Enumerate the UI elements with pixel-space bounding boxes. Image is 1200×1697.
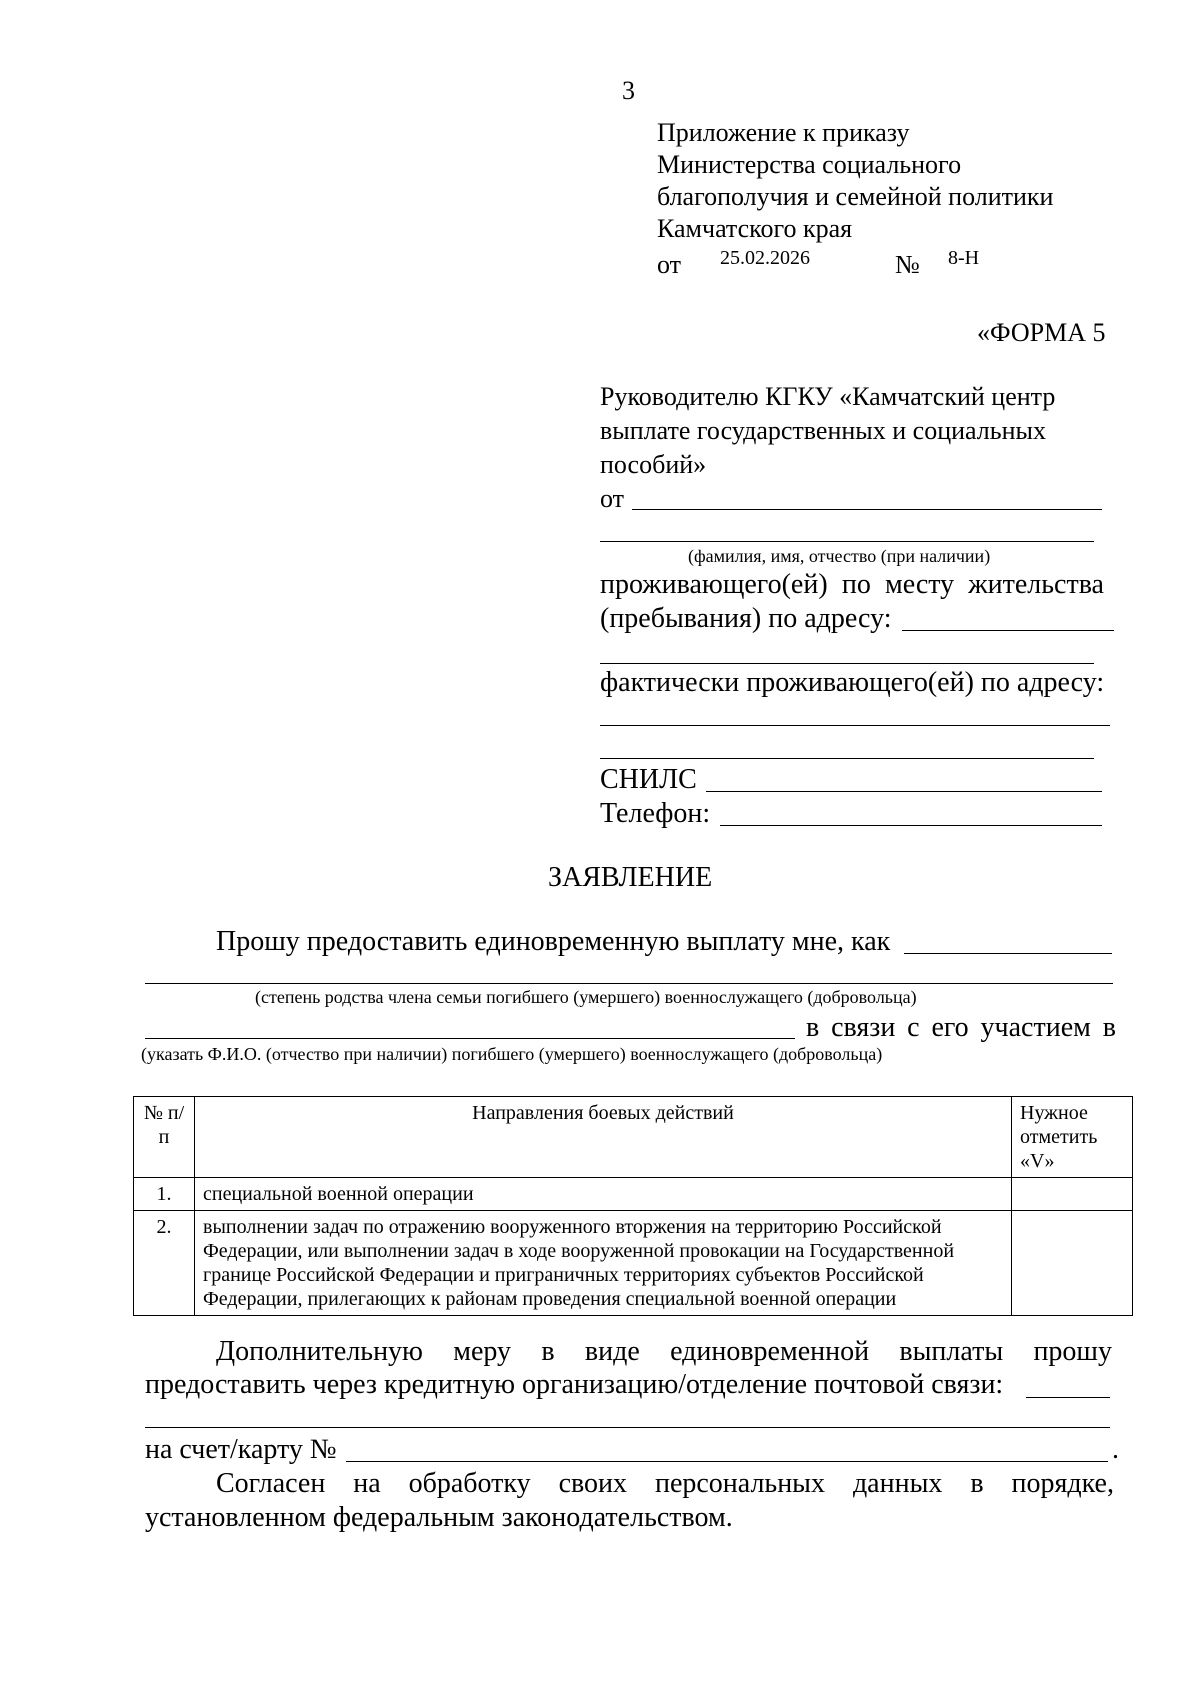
payment-line (216, 1338, 1112, 1366)
relation-field[interactable] (904, 953, 1112, 954)
account-end: . (1112, 1434, 1119, 1465)
snils-field[interactable] (706, 791, 1102, 792)
actual-address-field[interactable] (600, 725, 1110, 726)
relation-field-2[interactable] (145, 983, 1113, 984)
from-name-field[interactable] (632, 509, 1102, 510)
word: единовременной (670, 1336, 870, 1367)
number-sign: № (895, 250, 920, 279)
deceased-name-field[interactable] (145, 1038, 795, 1039)
addressee-line: Руководителю КГКУ «Камчатский центр (600, 382, 1056, 411)
actual-address-label: фактически проживающего(ей) по адресу: (600, 667, 1105, 698)
table-row (134, 1178, 1133, 1211)
payment-channel-field-2[interactable] (145, 1427, 1110, 1428)
word: своих (558, 1468, 628, 1499)
consent-line (216, 1470, 1114, 1498)
word: прошу (1033, 1336, 1112, 1367)
row-direction: выполнении задач по отражению вооруженного вторжения на территорию Российской Федерации, или выполнении задач в ходе вооруженной провокации на Государственной границе Российской Федерации и приграничных территориях субъектов Российской Федерации, прилегающих к районам проведения специальной военной операции (195, 1211, 1012, 1316)
directions-table (133, 1096, 1133, 1316)
word: Дополнительную (216, 1336, 423, 1367)
appendix-line: Приложение к приказу (657, 118, 910, 147)
relation-caption: (степень родства члена семьи погибшего (умершего) военнослужащего (добровольца) (255, 987, 917, 1007)
word: персональных (654, 1468, 825, 1499)
phone-label: Телефон: (600, 798, 711, 829)
document-title: ЗАЯВЛЕНИЕ (548, 862, 713, 893)
deceased-name-caption: (указать Ф.И.О. (отчество при наличии) погибшего (умершего) военнослужащего (добровольца) (141, 1044, 883, 1064)
consent-line-2: установленном федеральным законодательством. (145, 1502, 733, 1533)
order-number: 8-Н (948, 247, 980, 269)
appendix-line: Министерства социального (657, 150, 962, 179)
word: в (1102, 1012, 1116, 1043)
row-num: 2. (134, 1211, 195, 1316)
word: обработку (408, 1468, 531, 1499)
word: выплаты (899, 1336, 1004, 1367)
payment-channel-field[interactable] (1026, 1397, 1110, 1398)
request-text: Прошу предоставить единовременную выплату мне, как (216, 926, 891, 957)
snils-label: СНИЛС (600, 764, 697, 795)
word: виде (584, 1336, 640, 1367)
actual-address-field-2[interactable] (600, 758, 1094, 759)
word: связи (831, 1012, 896, 1043)
addressee-line: пособий» (600, 450, 707, 479)
word: в (541, 1336, 555, 1367)
appendix-line: Камчатского края (657, 214, 853, 243)
word: месту (884, 569, 955, 600)
row-num: 1. (134, 1178, 195, 1211)
word: участием (980, 1012, 1091, 1043)
word: в (806, 1012, 820, 1043)
word: проживающего(ей) (600, 569, 828, 600)
word: по (841, 569, 871, 600)
account-number-field[interactable] (346, 1461, 1108, 1462)
word: с (907, 1012, 920, 1043)
from-name-field-2[interactable] (600, 541, 1094, 542)
row-direction: специальной военной операции (195, 1178, 1012, 1211)
word: данных (852, 1468, 943, 1499)
payment-channel-label: предоставить через кредитную организацию/отделение почтовой связи: (145, 1369, 1004, 1400)
word: меру (453, 1336, 512, 1367)
header-num: № п/п (134, 1097, 195, 1178)
header-mark: Нужное отметить «V» (1012, 1097, 1133, 1178)
name-caption: (фамилия, имя, отчество (при наличии) (688, 546, 991, 566)
table-header-row (134, 1097, 1133, 1178)
table-row (134, 1211, 1133, 1316)
participation-text (806, 1014, 1116, 1042)
date-prefix: от (657, 250, 682, 279)
phone-field[interactable] (720, 825, 1102, 826)
word: жительства (968, 569, 1104, 600)
account-label: на счет/карту № (145, 1434, 337, 1465)
residence-label: (пребывания) по адресу: (600, 603, 892, 634)
form-label: «ФОРМА 5 (977, 318, 1106, 347)
addressee-line: выплате государственных и социальных (600, 416, 1047, 445)
order-date: 25.02.2026 (720, 247, 810, 269)
appendix-line: благополучия и семейной политики (657, 182, 1054, 211)
word: в (970, 1468, 984, 1499)
word: на (353, 1468, 381, 1499)
residence-address-field-2[interactable] (600, 663, 1094, 664)
header-direction: Направления боевых действий (195, 1097, 1012, 1178)
row-mark-cell[interactable] (1012, 1178, 1133, 1211)
word: порядке, (1011, 1468, 1114, 1499)
row-mark-cell[interactable] (1012, 1211, 1133, 1316)
word: его (931, 1012, 969, 1043)
residence-address-field[interactable] (902, 630, 1114, 631)
page-number: 3 (622, 76, 635, 105)
residence-line (600, 571, 1104, 599)
word: Согласен (216, 1468, 326, 1499)
from-label: от (600, 484, 625, 513)
